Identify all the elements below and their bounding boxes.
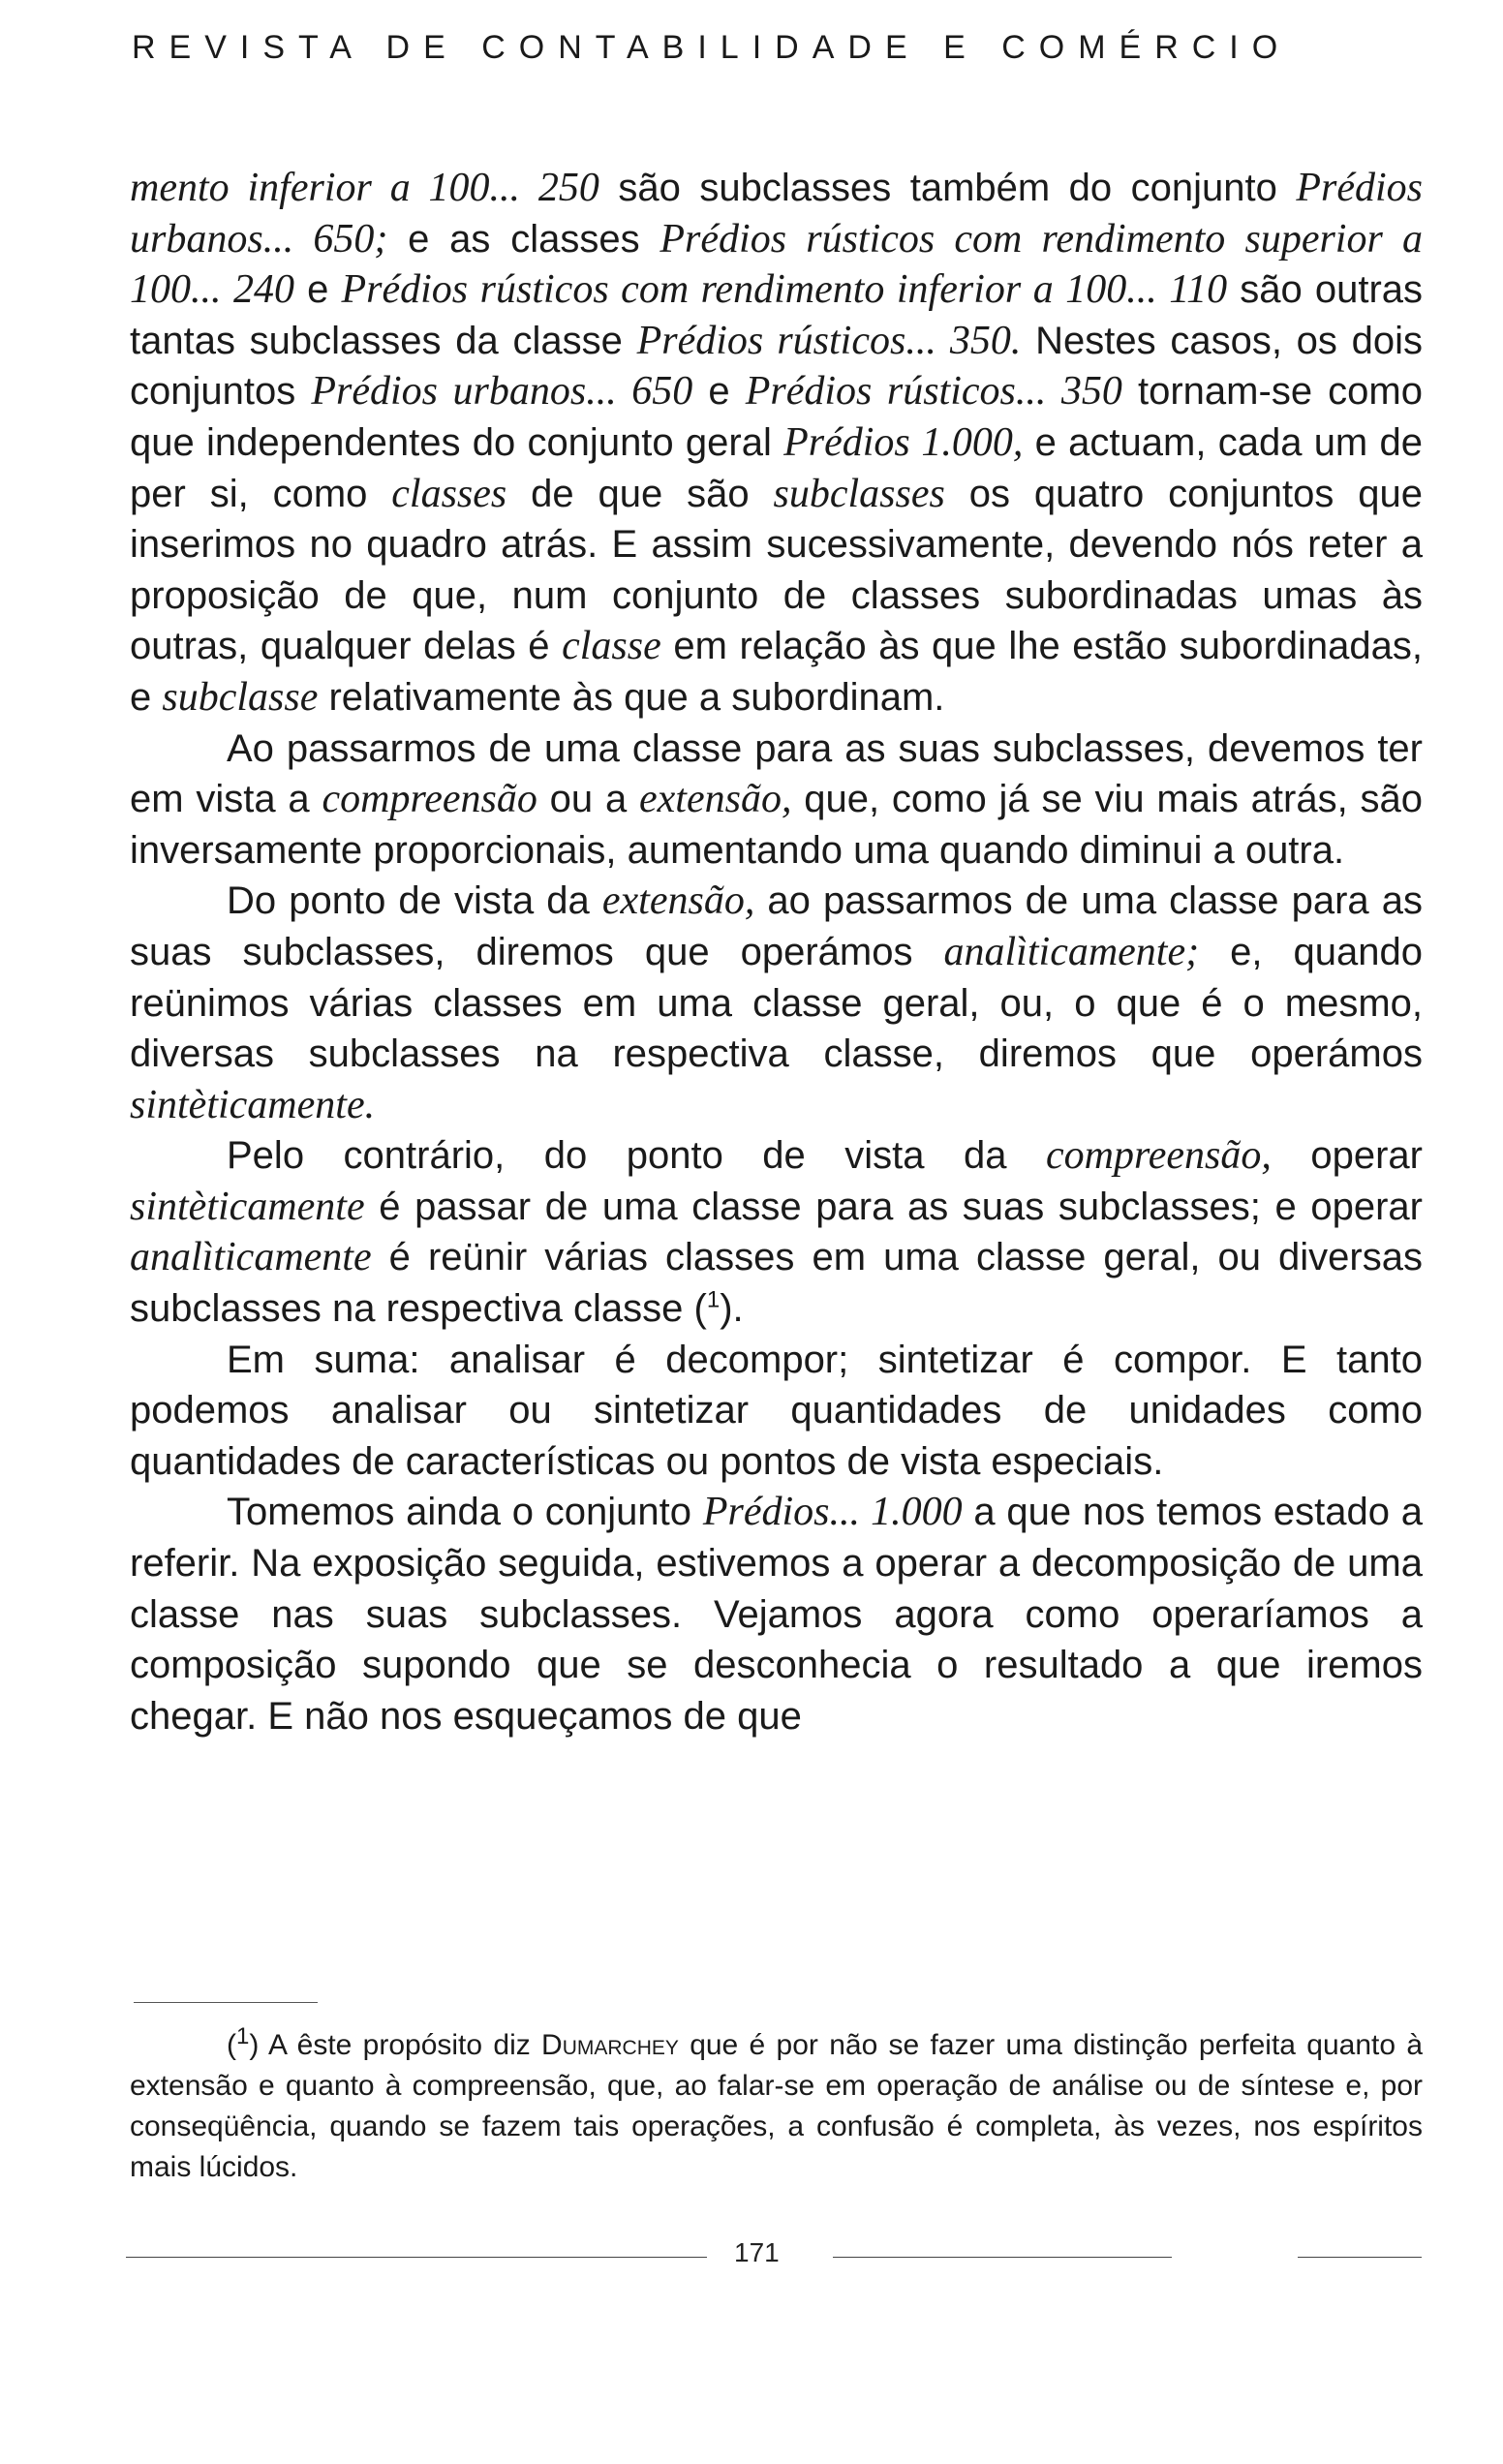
paragraph-6: [130, 1487, 1423, 1741]
footnote-separator: [134, 2002, 318, 2003]
italic-run: extensão,: [601, 878, 755, 924]
paragraph-2: [130, 724, 1423, 877]
footnote-author: Dumarchey: [541, 2029, 679, 2061]
text-run: Ao passarmos de uma classe para as suas subclasses, devemos ter em vista a: [130, 726, 1423, 821]
text-run: e: [294, 268, 342, 312]
paragraph-5: Em suma: analisar é decompor; sintetizar é compor. E tanto podemos analisar ou sintetizar quantidades de unidades como quantidades de características ou pontos de vista especiais.: [130, 1338, 1423, 1483]
italic-run: Prédios... 1.000: [702, 1490, 963, 1535]
text-run: ao passarmos de uma classe para as suas subclasses, diremos que operámos: [130, 879, 1423, 973]
italic-run: Prédios urbanos... 650;: [130, 166, 1423, 262]
footnote-lead: A êste propósito diz: [259, 2029, 542, 2061]
text-run: Pelo contrário, do ponto de vista da: [227, 1134, 1046, 1178]
text-run: Nestes casos, os dois conjuntos: [130, 319, 1424, 414]
text-run: Do ponto de vista da: [227, 879, 602, 923]
text-run: os quatro conjuntos que inserimos no quadro atrás. E assim sucessivamente, devendo nós reter a proposição de que, num conjunto de classes subordinadas umas às outras, qualquer delas é: [130, 472, 1423, 668]
italic-run: Prédios rústicos com rendimento superior a 100... 240: [130, 216, 1423, 313]
text-run: relativamente às que a subordinam.: [318, 675, 945, 719]
italic-run: sintèticamente.: [130, 1082, 376, 1127]
italic-run: Prédios rústicos... 350: [745, 369, 1122, 415]
italic-run: classes: [391, 471, 507, 516]
footnote: [130, 2025, 1423, 2188]
bottom-rule-right: [1298, 2257, 1422, 2258]
italic-run: Prédios rústicos com rendimento inferior a 100... 110: [341, 267, 1228, 313]
italic-run: compreensão: [322, 777, 537, 822]
text-run: e actuam, cada um de per si, como: [130, 420, 1423, 515]
footnote-text: que é por não se fazer uma distinção perfeita quanto à extensão e quanto à compreensão, que, ao falar-se em operação de análise ou de síntese e, por conseqüência, quando se fazem tais operações, a confusão é completa, às vezes, nos espíritos mais lúcidos.: [130, 2029, 1424, 2183]
footnote-marker-number: 1: [236, 2023, 250, 2049]
italic-run: Prédios rústicos... 350.: [636, 318, 1022, 363]
bottom-rule-middle: [833, 2257, 1172, 2258]
running-header: REVISTA DE CONTABILIDADE E COMÉRCIO: [132, 29, 1292, 66]
footnote-marker-close: ): [249, 2029, 260, 2061]
text-run: tornam-se como que independentes do conjunto geral: [130, 370, 1423, 464]
text-run: e, quando reünimos várias classes em uma classe geral, ou, o que é o mesmo, diversas subclasses na respectiva classe, diremos que operámos: [130, 930, 1424, 1076]
footnote-1: [130, 2025, 1423, 2188]
text-run: Tomemos ainda o conjunto: [227, 1491, 703, 1534]
text-run: e: [692, 370, 746, 414]
text-run: de que são: [506, 472, 774, 515]
italic-run: Prédios urbanos... 650: [311, 369, 693, 415]
italic-run: subclasses: [773, 471, 945, 516]
italic-run: classe: [562, 624, 661, 669]
bottom-rule-left: [126, 2257, 707, 2258]
text-run: é reünir várias classes em uma classe geral, ou diversas subclasses na respectiva classe (: [130, 1236, 1423, 1331]
text-run: a que nos temos estado a referir. Na exposição seguida, estivemos a operar a decomposição de uma classe nas suas subclasses. Vejamos agora como operaríamos a composição supondo que se desconhecia o resultado a que iremos chegar. E não nos esqueçamos de que: [130, 1491, 1423, 1738]
italic-run: mento inferior a 100... 250: [130, 166, 599, 210]
paragraph-4-text: [130, 1134, 1423, 1330]
text-run: operar: [1271, 1134, 1423, 1178]
paragraph-1: [130, 163, 1423, 724]
footnote-marker-open: (: [227, 2029, 236, 2061]
text-run: são outras tantas subclasses da classe: [130, 268, 1424, 362]
italic-run: subclasse: [162, 674, 319, 720]
page-number: 171: [734, 2237, 780, 2267]
text-run: em relação às que lhe estão subordinadas, e: [130, 625, 1423, 719]
italic-run: analìticamente: [130, 1235, 372, 1280]
italic-run: analìticamente;: [943, 929, 1200, 974]
text-run: são subclasses também do conjunto: [598, 167, 1297, 209]
paragraph-3: [130, 876, 1423, 1130]
italic-run: extensão,: [639, 777, 792, 822]
italic-run: Prédios 1.000,: [783, 419, 1024, 465]
footnote-reference: 1: [706, 1286, 721, 1313]
italic-run: sintèticamente: [130, 1184, 365, 1229]
body-text: [130, 163, 1423, 1741]
italic-run: compreensão,: [1045, 1133, 1272, 1179]
text-run: que, como já se viu mais atrás, são inversamente proporcionais, aumentando uma quando diminui a outra.: [130, 778, 1424, 872]
paragraph-4-end: ).: [720, 1287, 744, 1331]
text-run: é passar de uma classe para as suas subclasses; e operar: [364, 1185, 1423, 1228]
text-run: ou a: [537, 778, 639, 821]
paragraph-4: [130, 1130, 1423, 1334]
text-run: e as classes: [387, 217, 660, 261]
